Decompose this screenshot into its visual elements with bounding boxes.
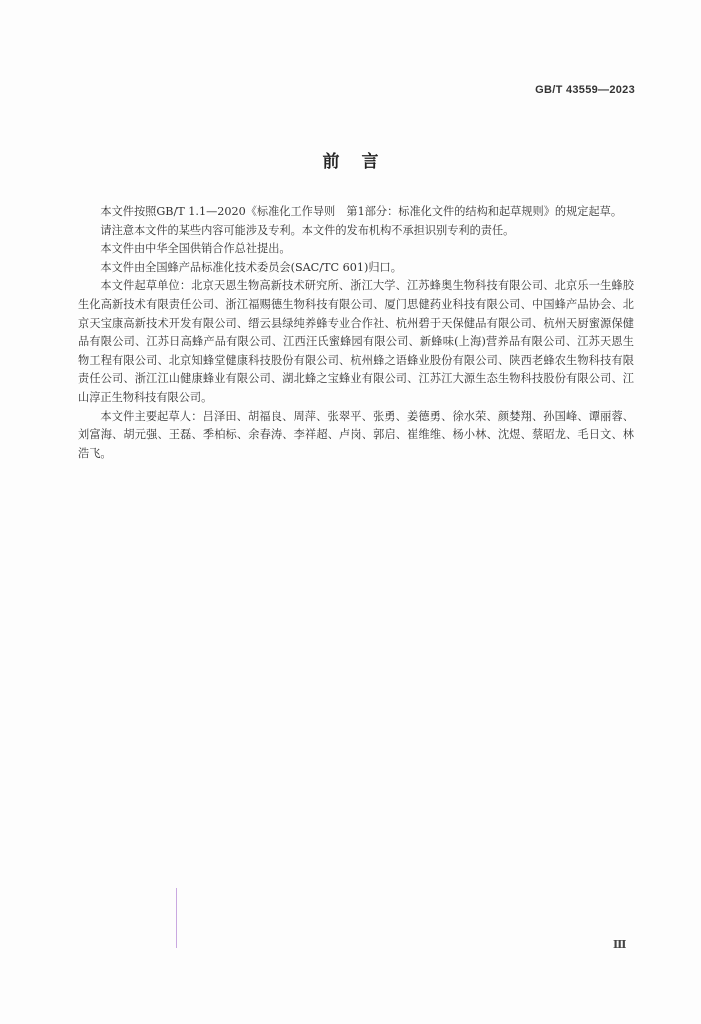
page-title: 前言 [322,152,401,172]
standard-code: GB/T 43559—2023 [535,84,635,96]
paragraph-drafters: 本文件主要起草人：吕泽田、胡福良、周萍、张翠平、张勇、姜德勇、徐水荣、颜婪翔、孙国峰、谭丽蓉、刘富海、胡元强、王磊、季柏标、余春涛、李祥超、卢岗、郭启、崔维维、杨小林、沈煜、蔡昭龙、毛日文、林浩飞。 [78,409,634,460]
page-number: Ⅲ [613,939,627,951]
paragraph-committee: 本文件由全国蜂产品标准化技术委员会(SAC/TC 601)归口。 [100,260,402,274]
paragraph-proposer: 本文件由中华全国供销合作总社提出。 [100,242,291,256]
margin-mark [176,888,177,948]
paragraph-patent-notice: 请注意本文件的某些内容可能涉及专利。本文件的发布机构不承担识别专利的责任。 [100,223,515,237]
document-body [78,203,634,463]
paragraph-drafting-units: 本文件起草单位：北京天恩生物高新技术研究所、浙江大学、江苏蜂奥生物科技有限公司、北京乐一生蜂胶生化高新技术有限责任公司、浙江福赐德生物科技有限公司、厦门思健药业科技有限公司、中国蜂产品协会、北京天宝康高新技术开发有限公司、缙云县绿纯养蜂专业合作社、杭州碧于天保健品有限公司、杭州天厨蜜源保健品有限公司、江苏日高蜂产品有限公司、江西汪氏蜜蜂园有限公司、新蜂味(上海)营养品有限公司、江苏天恩生物工程有限公司、北京知蜂堂健康科技股份有限公司、杭州蜂之语蜂业股份有限公司、陕西老蜂农生物科技有限责任公司、浙江江山健康蜂业有限公司、湖北蜂之宝蜂业有限公司、江苏江大源生态生物科技股份有限公司、江山淳正生物科技有限公司。 [78,279,634,404]
paragraph-drafting-rules: 本文件按照GB/T 1.1—2020《标准化工作导则 第1部分：标准化文件的结构和起草规则》的规定起草。 [100,205,623,218]
